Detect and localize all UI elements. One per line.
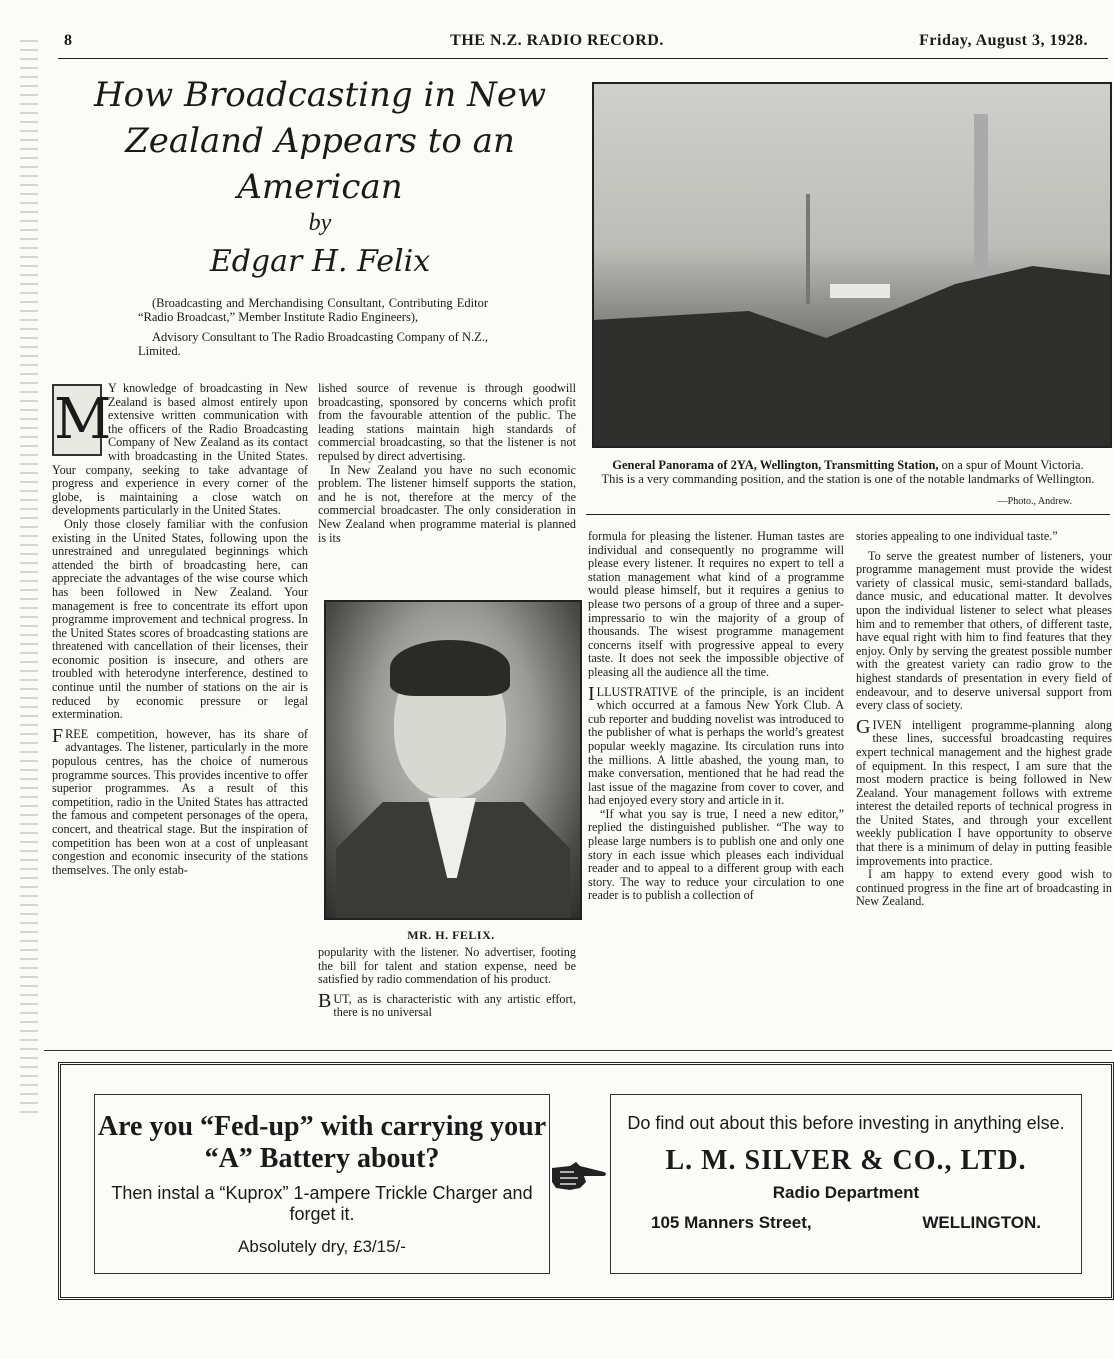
credentials-1: (Broadcasting and Merchandising Consultant, Contributing Editor “Radio Broadcast,” Member Institute Radio Engineers), — [138, 296, 488, 324]
article-column-2 — [318, 382, 576, 545]
portrait-photo — [324, 600, 582, 920]
drop-cap: G — [856, 715, 871, 738]
title-line-2: Zealand Appears to an — [125, 121, 515, 161]
drop-cap-m: M — [52, 384, 102, 456]
firm-department: Radio Department — [772, 1183, 920, 1202]
page-header — [0, 32, 1114, 56]
street-address: 105 Manners Street, — [651, 1213, 812, 1232]
article-title — [60, 72, 580, 210]
header-rule — [58, 58, 1108, 59]
drop-cap: B — [318, 989, 332, 1012]
ad-headline: Are you “Fed-up” with carrying your “A” Battery about? — [97, 1111, 547, 1174]
paragraph: lished source of revenue is through goodwill broadcasting, sponsored by concerns which profit from the favourable attention of the public. The leading stations maintain high standards of commercial broadcasting, so that the listener is not repulsed by direct advertising. — [318, 381, 576, 463]
paragraph: popularity with the listener. No advertiser, footing the bill for talent and station expense, need be satisfied by radio commendation of his product. — [318, 945, 576, 987]
photo-credit: —Photo., Andrew. — [997, 496, 1072, 507]
credentials-2: Advisory Consultant to The Radio Broadcasting Company of N.Z., Limited. — [138, 330, 488, 358]
page-number: 8 — [64, 32, 73, 49]
firm-name: L. M. SILVER & CO., LTD. — [665, 1145, 1027, 1176]
paragraph: ILLUSTRATIVE of the principle, is an incident which occurred at a famous New York Club. A cub reporter and budding novelist was introduced to the publisher of what is perhaps the world’s greatest popular weekly magazine. Its circulation runs into the millions. A little abashed, the young man, to make conversation, mentioned that he had read the last issue of the magazine from cover to cover, and had enjoyed every story and article in it. — [588, 682, 844, 808]
article-column-1 — [52, 382, 308, 877]
paragraph: formula for pleasing the listener. Human tastes are individual and consequently no programme will please every listener. It requires no expert to tell a station management what kind of a programme would please himself, but it requires a genius to please two persons of a group of three and a super-impressario to win the majority of a group of thousands. The wisest programme management concerns itself with progressive appeal to every taste. It does not seek the impossible objective of pleasing all the audience all the time. — [588, 529, 844, 679]
issue-date: Friday, August 3, 1928. — [919, 32, 1088, 49]
article-column-2-lower — [318, 946, 576, 1020]
drop-cap: I — [588, 682, 595, 705]
paragraph: BUT, as is characteristic with any artistic effort, there is no universal — [318, 989, 576, 1020]
paragraph: stories appealing to one individual taste.” — [856, 529, 1058, 543]
ad-intro: Do find out about this before investing in anything else. — [627, 1113, 1065, 1133]
pointing-hand-icon — [550, 1160, 608, 1194]
portrait-caption: MR. H. FELIX. — [407, 928, 495, 942]
paragraph: FREE competition, however, has its share of advantages. The listener, particularly in the more populous centres, has the choice of numerous programme sources. This provides incentive to offer superior programmes. As a result of this competition, radio in the United States has attracted the famous and competent personages of the opera, concert, and theatrical stage. But the inspiration of competition has been won at a cost of unpleasant congestion and economic insecurity of the stations themselves. The only estab- — [52, 724, 308, 877]
station-photo — [592, 82, 1112, 448]
station-photo-caption: General Panorama of 2YA, Wellington, Transmitting Station, on a spur of Mount Victoria. This is a very commanding position, and the station is one of the notable landmarks of Wellington. — [601, 458, 1095, 486]
drop-cap: F — [52, 724, 64, 747]
paragraph: To serve the greatest number of listeners, your programme management must provide the widest variety of classical music, semi-standard ballads, dance music, and educational matter. It devolves upon the individual listener to select what pleases him and to remember that others, of different taste, have equal right with him to find features that they enjoy. Only by serving the greatest possible number with the greatest variety can radio grow to the highest standards of presentation in every field of endeavour, and to deserve universal support from every class of society. — [856, 548, 1112, 713]
paragraph: Only those closely familiar with the confusion existing in the United States, following upon the unrestrained and unregulated beginnings which attended the birth of broadcasting here, can appreciate the advantages of the wise course which has been followed in New Zealand. Your management is free to concentrate its effort upon programme improvement and technical progress. In the United States scores of broadcasting stations are threatened with cancellation of their licenses, their economic position is insecure, and others are troubled with heterodyne interference, destined to continue until the number of stations on the air is reduced by economic pressure or legal extermination. — [52, 516, 308, 722]
paragraph: In New Zealand you have no such economic problem. The listener himself supports the station, and he is not, therefore at the mercy of the commercial broadcaster. The only consideration in New Zealand when programme material is planned is its — [318, 462, 576, 545]
page-edge-texture — [20, 40, 38, 1120]
silver-co-ad — [610, 1094, 1082, 1274]
byline-author: Edgar H. Felix — [209, 244, 431, 279]
author-credentials — [138, 296, 488, 364]
paragraph: “If what you say is true, I need a new editor,” replied the distinguished publisher. “The way to please large numbers is to publish one and only one story in each issue which pleases each individual reader and to appeal to a different group with each story. The way to reduce your circulation to one reader is to publish a collection of — [588, 806, 844, 903]
photo-rule — [586, 514, 1110, 515]
ad-body: Then instal a “Kuprox” 1-ampere Trickle Charger and forget it. — [111, 1183, 533, 1224]
footer-rule — [44, 1050, 1112, 1051]
city: WELLINGTON. — [922, 1213, 1041, 1232]
paragraph: I am happy to extend every good wish to continued progress in the fine art of broadcasting in New Zealand. — [856, 867, 1112, 909]
paragraph: GIVEN intelligent programme-planning along these lines, successful broadcasting requires expert technical management and the highest grade of equipment. In this respect, I am sure that the most modern practice is being followed in New Zealand. Your management follows with extreme interest the detailed reports of technical progress in the United States, and through your excellent weekly publication I have opportunity to observe that there is a minimum of delay in putting feasible improvements into practice. — [856, 715, 1112, 868]
title-line-1: How Broadcasting in New — [93, 75, 547, 115]
article-column-3 — [588, 530, 844, 903]
paragraph: Y knowledge of broadcasting in New Zealand is based almost entirely upon extensive written communication with the officers of the Radio Broadcasting Company of New Zealand as its contact with broadcasting in the United States. Your company, seeking to take advantage of progress and experience in every corner of the globe, is maintaining a close watch on developments particularly in the United States. — [52, 381, 308, 518]
article-column-4 — [856, 530, 1112, 909]
ad-price: Absolutely dry, £3/15/- — [238, 1237, 406, 1256]
title-line-3: American — [237, 167, 403, 207]
byline-by: by — [308, 210, 332, 236]
masthead: THE N.Z. RADIO RECORD. — [450, 32, 664, 49]
firm-address — [611, 1213, 1081, 1233]
battery-charger-ad — [94, 1094, 550, 1274]
